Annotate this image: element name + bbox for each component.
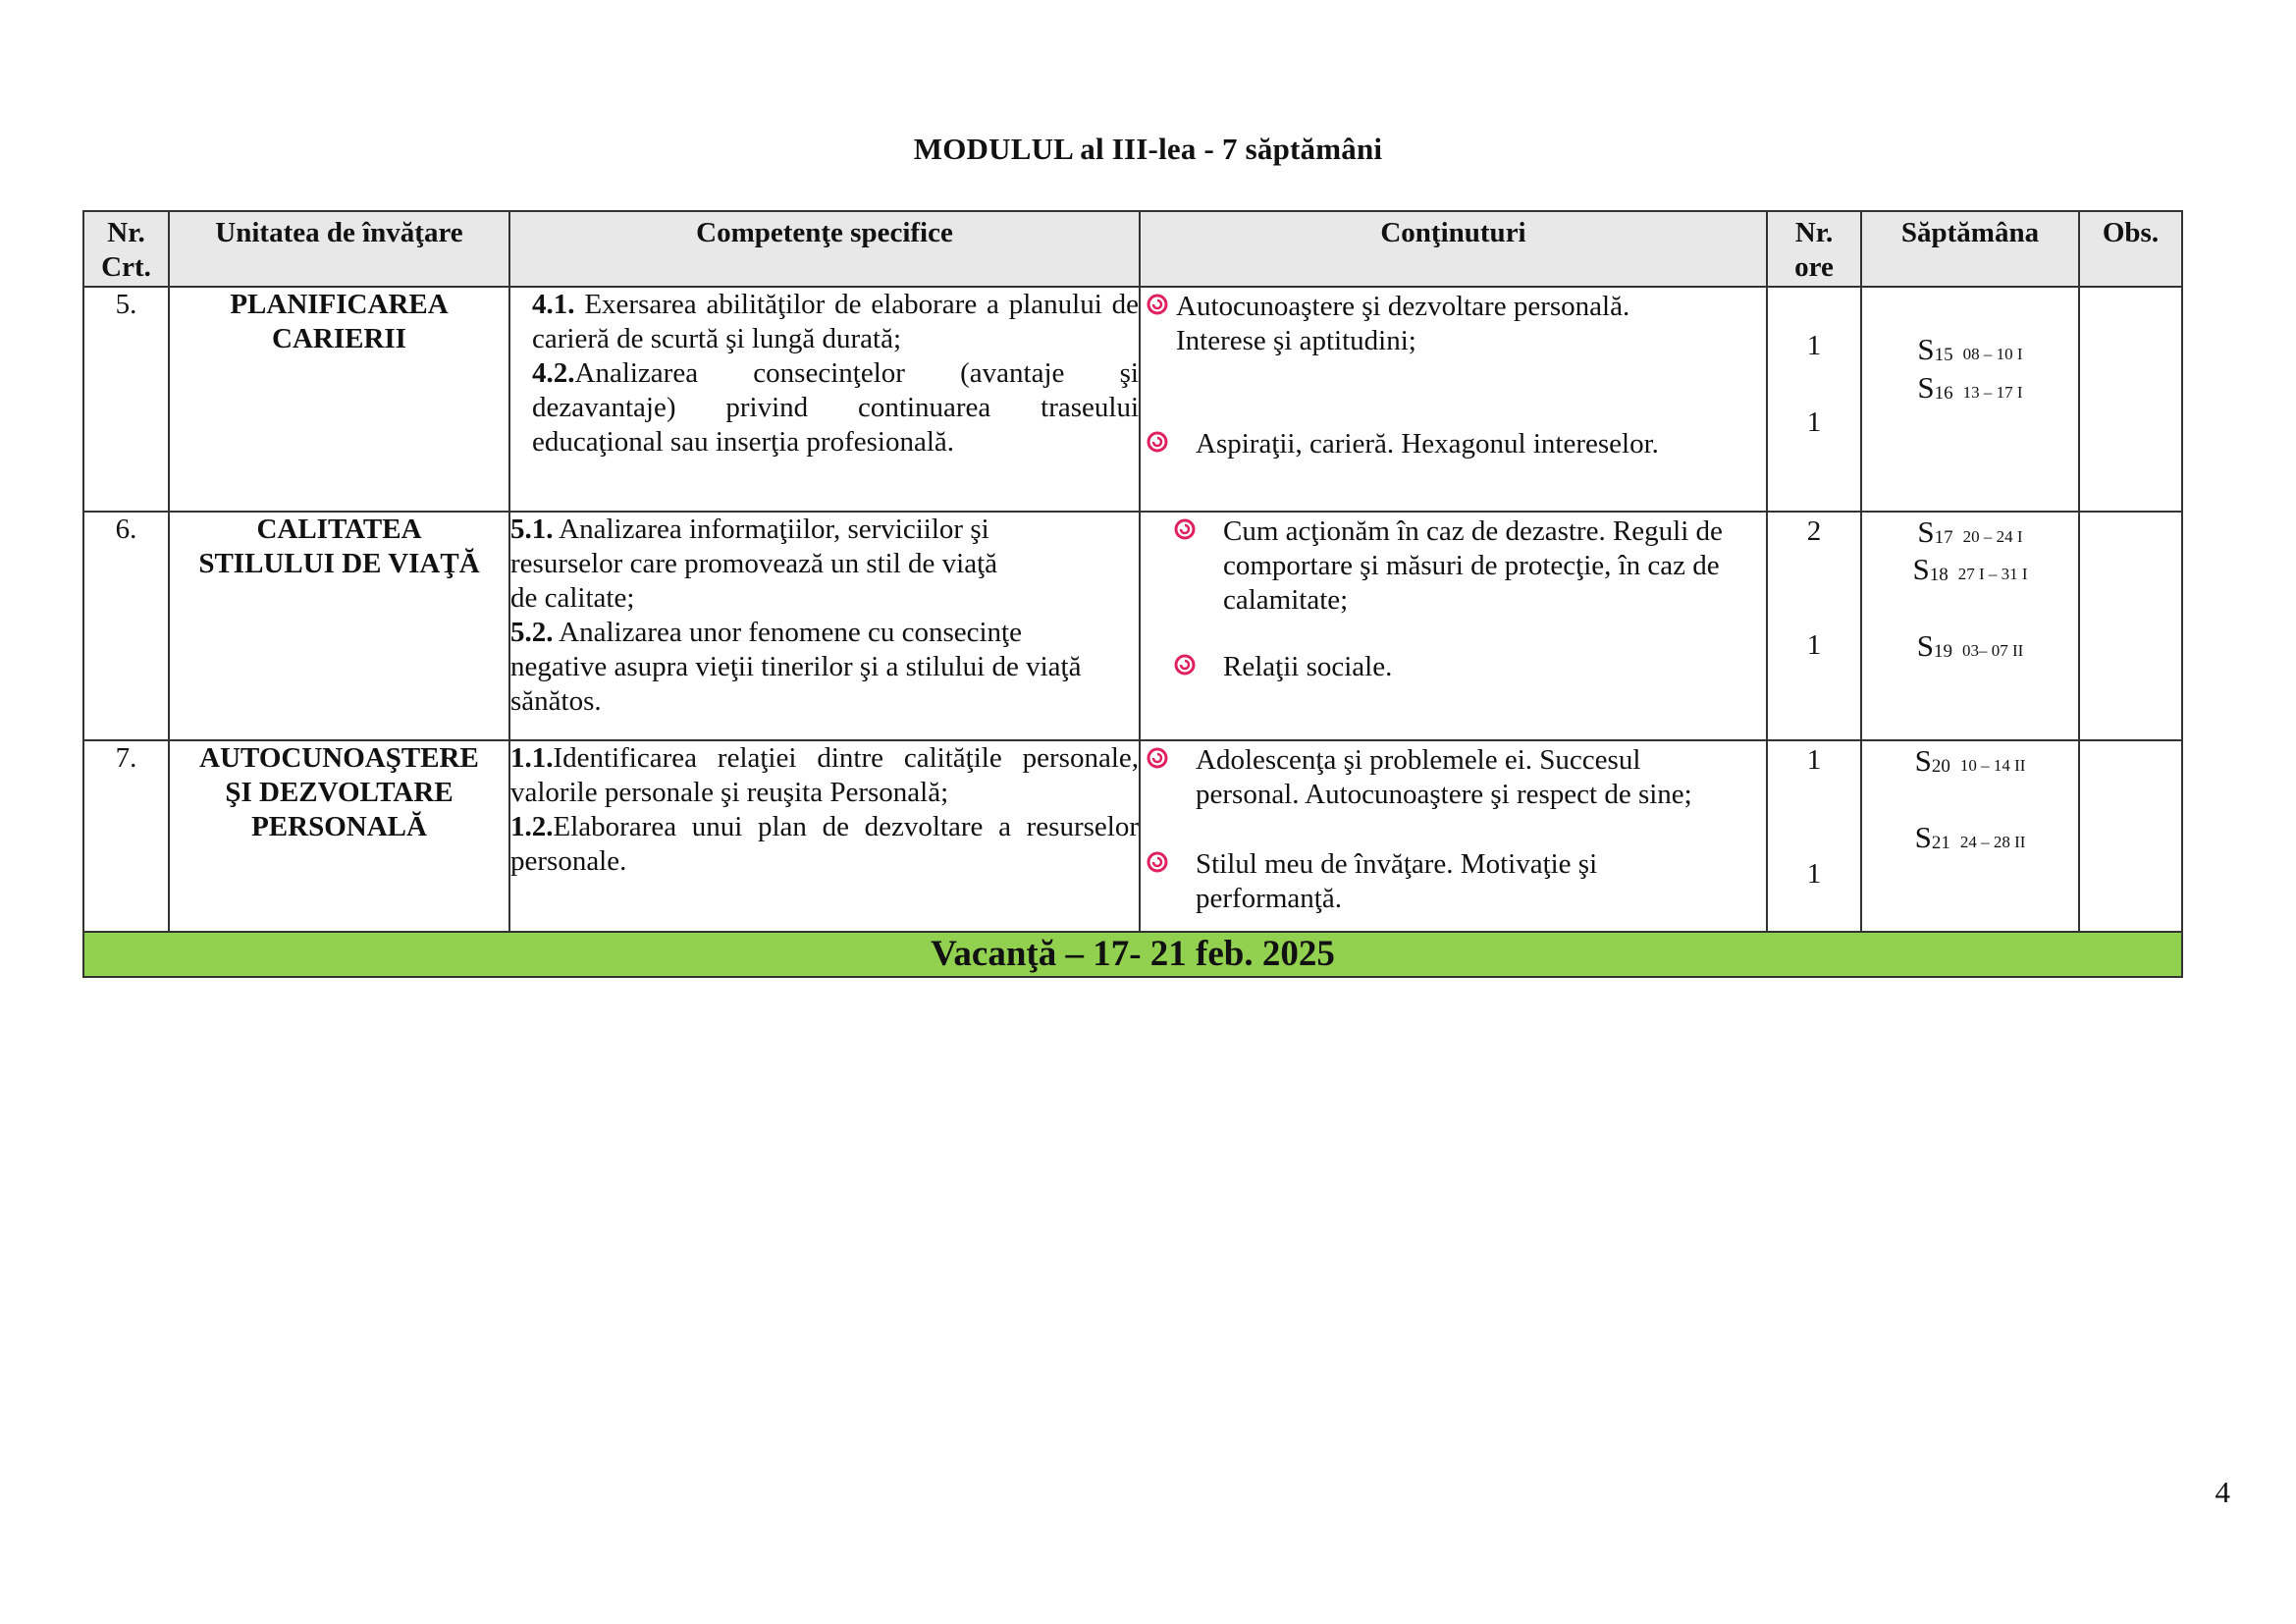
header-obs: Obs.	[2079, 211, 2182, 287]
week-entry: S18 27 I – 31 I	[1912, 552, 2028, 586]
content-item: Autocunoaştere şi dezvoltare personală. Interese şi aptitudini;	[1147, 290, 1726, 358]
learning-unit: PLANIFICAREA CARIERII	[169, 287, 509, 512]
header-competences: Competenţe specifice	[509, 211, 1140, 287]
header-contents: Conţinuturi	[1140, 211, 1767, 287]
vacation-banner: Vacanţă – 17- 21 feb. 2025	[83, 932, 2182, 977]
header-week: Săptămâna	[1861, 211, 2079, 287]
swirl-bullet-icon	[1174, 518, 1196, 540]
competence-item: 5.2. Analizarea unor fenomene cu consecinţe negative asupra vieţii tinerilor şi a stilului de viaţă sănătos.	[510, 617, 1082, 717]
hours-value: 1	[1806, 629, 1822, 661]
swirl-bullet-icon	[1147, 431, 1168, 453]
hours-cell	[1767, 287, 1861, 512]
swirl-bullet-icon	[1147, 851, 1168, 873]
table-row	[83, 740, 2182, 932]
content-item: Cum acţionăm în caz de dezastre. Reguli de comportare şi măsuri de protecţie, în caz de calamitate;	[1174, 514, 1773, 618]
swirl-bullet-icon	[1147, 747, 1168, 769]
week-cell	[1861, 740, 2079, 932]
page-title: MODULUL al III-lea - 7 săptămâni	[913, 132, 1383, 166]
header-hours: Nr. ore	[1767, 211, 1861, 287]
content-item: Aspiraţii, carieră. Hexagonul intereselor.	[1147, 427, 1785, 461]
curriculum-table	[82, 210, 2183, 978]
contents-cell	[1140, 287, 1767, 512]
week-entry: S16 13 – 17 I	[1917, 370, 2023, 405]
week-entry: S17 20 – 24 I	[1917, 514, 2023, 549]
hours-value: 1	[1806, 744, 1822, 776]
hours-cell	[1767, 512, 1861, 740]
week-entry: S21 24 – 28 II	[1914, 820, 2026, 854]
obs-cell	[2079, 740, 2182, 932]
hours-value: 2	[1806, 515, 1822, 547]
table-header-row	[83, 211, 2182, 287]
week-entry: S20 10 – 14 II	[1914, 743, 2026, 778]
competence-item: 1.1.Identificarea relaţiei dintre calităţile personale, valorile personale şi reuşita Personală;	[510, 742, 1139, 808]
row-number: 7.	[83, 740, 169, 932]
hours-value: 1	[1806, 406, 1822, 438]
obs-cell	[2079, 287, 2182, 512]
competence-item: 4.1. Exersarea abilităţilor de elaborare a planului de carieră de scurtă şi lungă durată;	[532, 289, 1139, 354]
week-entry: S19 03– 07 II	[1916, 628, 2024, 663]
competences-cell	[509, 512, 1140, 740]
hours-value: 1	[1806, 330, 1822, 361]
contents-cell	[1140, 740, 1767, 932]
row-number: 5.	[83, 287, 169, 512]
competences-cell	[509, 287, 1140, 512]
week-cell	[1861, 512, 2079, 740]
competence-item: 5.1. Analizarea informaţiilor, serviciilor şi resurselor care promovează un stil de viaţă de calitate;	[510, 514, 998, 614]
competence-item: 1.2.Elaborarea unui plan de dezvoltare a resurselor personale.	[510, 811, 1139, 877]
competence-item: 4.2.Analizarea consecinţelor (avantaje şi dezavantaje) privind continuarea traseului educaţional sau inserţia profesională.	[532, 357, 1139, 458]
week-entry: S15 08 – 10 I	[1917, 332, 2023, 366]
table-row	[83, 287, 2182, 512]
page-number: 4	[2215, 1475, 2230, 1509]
learning-unit: AUTOCUNOAŞTERE ŞI DEZVOLTARE PERSONALĂ	[169, 740, 509, 932]
swirl-bullet-icon	[1174, 654, 1196, 676]
hours-value: 1	[1806, 858, 1822, 890]
contents-cell	[1140, 512, 1767, 740]
competences-cell	[509, 740, 1140, 932]
content-item: Relaţii sociale.	[1174, 650, 1773, 684]
content-item: Adolescenţa şi problemele ei. Succesul personal. Autocunoaştere şi respect de sine;	[1147, 743, 1745, 812]
hours-cell	[1767, 740, 1861, 932]
row-number: 6.	[83, 512, 169, 740]
swirl-bullet-icon	[1147, 294, 1168, 315]
obs-cell	[2079, 512, 2182, 740]
header-nr-crt: Nr. Crt.	[83, 211, 169, 287]
table-row	[83, 512, 2182, 740]
week-cell	[1861, 287, 2079, 512]
learning-unit: CALITATEA STILULUI DE VIAŢĂ	[169, 512, 509, 740]
header-unit: Unitatea de învăţare	[169, 211, 509, 287]
vacation-row	[83, 932, 2182, 977]
content-item: Stilul meu de învăţare. Motivaţie şi performanţă.	[1147, 847, 1647, 916]
